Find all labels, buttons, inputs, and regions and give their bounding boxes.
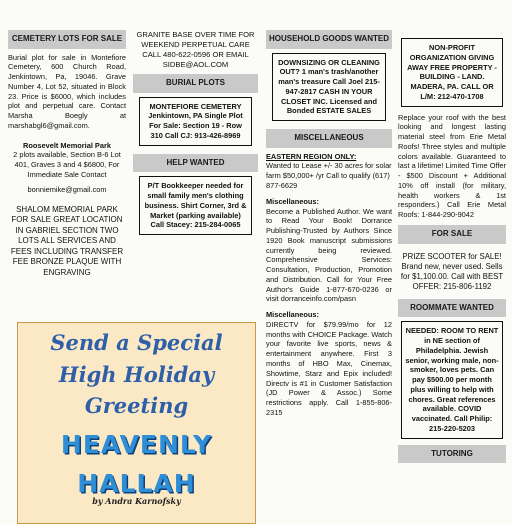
eastern-region-ad: [266, 152, 392, 191]
for-sale-header: FOR SALE: [398, 225, 506, 244]
downsizing-box: DOWNSIZING OR CLEANING OUT? 1 man's trash/another man's treasure Call Joel 215-947-2817 CASH IN YOUR CLOSET INC. Licensed and Bonded ESTATE SALES: [272, 53, 386, 122]
eastern-region-title: EASTERN REGION ONLY:: [266, 151, 357, 161]
ad-line-2: High Holiday: [58, 361, 215, 387]
column-2: [133, 0, 258, 235]
roosevelt-ad: [8, 141, 126, 195]
ad-brand-line-1: HEAVENLY: [60, 429, 213, 459]
roosevelt-title: Roosevelt Memorial Park: [23, 140, 111, 150]
column-3: [266, 0, 392, 418]
misc-ad-directv: [266, 310, 392, 417]
tutoring-header: TUTORING: [398, 445, 506, 464]
misc-ad-publishing: [266, 197, 392, 304]
misc-ad-directv-title: Miscellaneous:: [266, 310, 319, 320]
roosevelt-body: 2 plots available, Section B-6 Lot 401, Graves 3 and 4 $6800, For Immediate Sale Contact: [13, 150, 121, 179]
scooter-ad: PRIZE SCOOTER for SALE! Brand new, never used. Sells for $1,100.00. Call with BEST OFFER: 215-806-1192: [400, 251, 504, 292]
column-4: [398, 0, 506, 467]
ad-byline: by Andra Karnofsky: [92, 495, 181, 506]
eastern-region-body: Wanted to Lease +/- 30 acres for solar farm $50,000+ /yr Call to qualify (617) 877-6629: [266, 161, 392, 190]
roommate-box: NEEDED: ROOM TO RENT in NE section of Philadelphia. Jewish senior, working male, non-smoker, loves pets. Can pay $500.00 per month plus willing to help with chores. Great references available. COVID vaccinated. Call Philip: 215-220-5203: [401, 321, 503, 438]
nonprofit-box: NON-PROFIT ORGANIZATION GIVING AWAY FREE PROPERTY - BUILDING - LAND. MADERA, PA. CALL OR L/M: 212-470-1708: [401, 38, 503, 107]
household-goods-header: HOUSEHOLD GOODS WANTED: [266, 30, 392, 49]
roosevelt-email: bonniemike@gmail.com: [27, 184, 107, 194]
cemetery-lots-header: CEMETERY LOTS FOR SALE: [8, 30, 126, 49]
cemetery-ad-montefiore: Burial plot for sale in Montefiore Cemetery, 600 Church Road, Jenkintown, Pa, 19046. Grave Number 4, Lot 52, situated in Block 23. Price is $6000, which includes plot and perpetual care. Contact Marsha Boegly at marshabgl6@gmail.com.: [8, 52, 126, 130]
roommate-wanted-header: ROOMMATE WANTED: [398, 299, 506, 318]
column-1: [8, 0, 126, 278]
misc-ad-publishing-body: Become a Published Author. We want to Read Your Book! Dorrance Publishing-Trusted by Authors Since 1920 Book manuscript submissions currently being reviewed. Comprehensive Services: Consultation, Production, Promotion and Distribution. Call for Your Free Author's Guide 1-877-670-0236 or visit dorranceinfo.com/pasn: [266, 206, 392, 304]
misc-ad-directv-body: DIRECTV for $79.99/mo for 12 months with CHOICE Package. Watch your favorite live sports, news & entertainment anywhere. First 3 months of HBO Max, Cinemax, Showtime, Starz and Epix included! Directv is #1 in Customer Satisfaction (JD Power & Assoc.) Some restrictions apply. Call 1-855-806-2315: [266, 319, 392, 417]
misc-ad-publishing-title: Miscellaneous:: [266, 196, 319, 206]
miscellaneous-header: MISCELLANEOUS: [266, 129, 392, 148]
bookkeeper-box: P/T Bookkeeper needed for small family men's clothing business. Shirt Corner, 3rd & Market (parking available) Call Stacey: 215-284-0065: [139, 176, 252, 235]
ad-line-3: Greeting: [84, 393, 189, 419]
ad-line-1: Send a Special: [50, 330, 223, 355]
granite-base-ad: GRANITE BASE OVER TIME FOR WEEKEND PERPETUAL CARE CALL 480-622-0596 OR EMAIL SIDBE@AOL.COM: [136, 30, 255, 70]
holiday-greeting-ad: [17, 322, 256, 524]
burial-plots-header: BURIAL PLOTS: [133, 74, 258, 93]
ad-brand-line-2: HALLAH: [77, 468, 196, 498]
montefiore-box: MONTEFIORE CEMETERY Jenkintown, PA Single Plot For Sale: Section 19 - Row 310 Call CJ: 913-426-8969: [139, 97, 252, 146]
erie-roofs-ad: Replace your roof with the best looking and longest lasting material steel from Erie Metal Roofs! Three styles and multiple colors available. Guaranteed to last a lifetime! Limited Time Offer - $500 Discount + Additional 10% off install (for military, health workers & 1st responders.) Call Erie Metal Roofs: 1-844-290-9042: [398, 112, 506, 220]
shalom-ad: SHALOM MEMORIAL PARK FOR SALE GREAT LOCATION IN GABRIEL SECTION TWO LOTS ALL SERVICES AND FEES INCLUDING TRANSFER FEE BRONZE PLAQUE WITH ENGRAVING: [10, 204, 124, 277]
help-wanted-header: HELP WANTED: [133, 154, 258, 173]
